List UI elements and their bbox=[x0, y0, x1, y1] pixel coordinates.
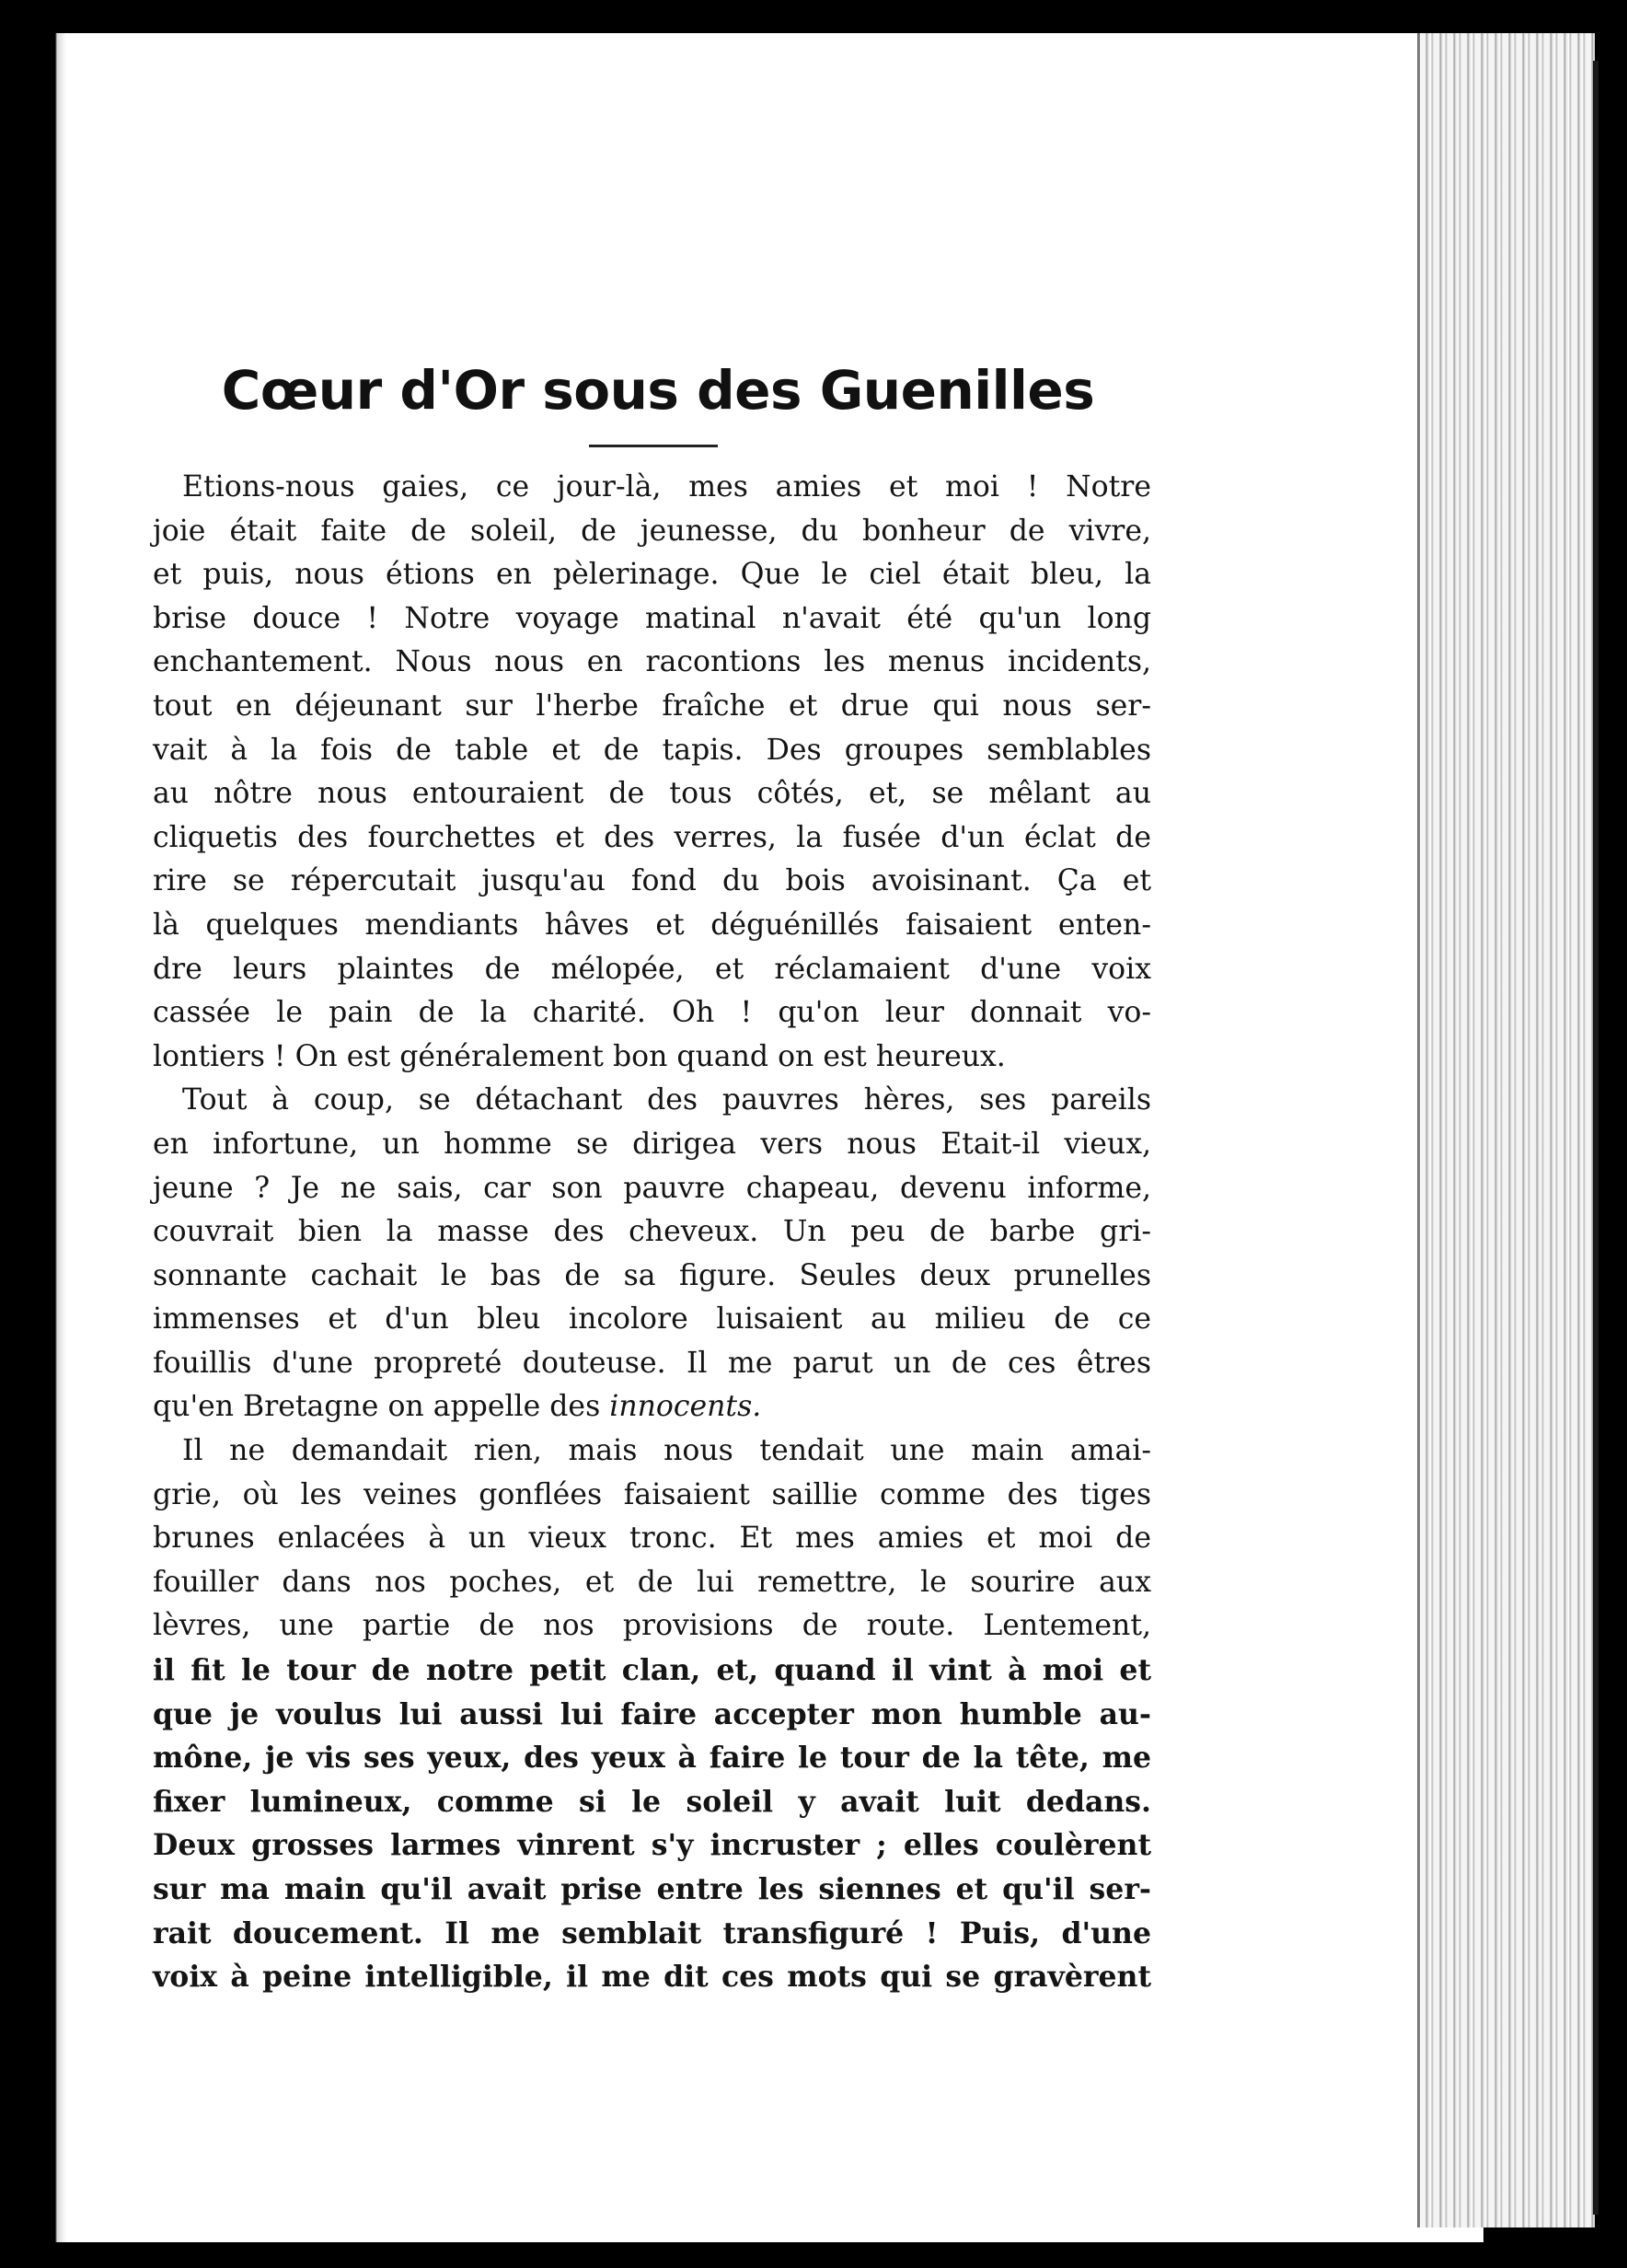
paragraph-line: grie, où les veines gonflées faisaient saillie comme des tiges bbox=[153, 1477, 1151, 1511]
paragraph-line: cassée le pain de la charité. Oh ! qu'on leur donnait vo- bbox=[153, 996, 1151, 1030]
title-rule bbox=[589, 445, 718, 447]
paragraph-line: voix à peine intelligible, il me dit ces mots qui se gravèrent bbox=[153, 1960, 1151, 1995]
paragraph-line: et puis, nous étions en pèlerinage. Que le ciel était bleu, la bbox=[153, 558, 1151, 592]
page-fore-edge bbox=[1417, 33, 1595, 2228]
paragraph-line: enchantement. Nous nous en racontions les menus incidents, bbox=[153, 645, 1151, 679]
paragraph-line: en infortune, un homme se dirigea vers nous Etait-il vieux, bbox=[153, 1127, 1151, 1161]
paragraph-line: fouiller dans nos poches, et de lui remettre, le sourire aux bbox=[153, 1565, 1151, 1599]
paragraph-line: il fit le tour de notre petit clan, et, quand il vint à moi et bbox=[153, 1653, 1151, 1688]
line-text: qu'en Bretagne on appelle des bbox=[153, 1390, 610, 1424]
body-text bbox=[153, 466, 1151, 1999]
paragraph-line: Deux grosses larmes vinrent s'y incruster ; elles coulèrent bbox=[153, 1828, 1151, 1863]
paragraph-line: que je voulus lui aussi lui faire accepter mon humble au- bbox=[153, 1696, 1151, 1731]
paragraph-line: fixer lumineux, comme si le soleil y avait luit dedans. bbox=[153, 1784, 1151, 1819]
paragraph-line: brise douce ! Notre voyage matinal n'avait été qu'un long bbox=[153, 601, 1151, 635]
chapter-title: Cœur d'Or sous des Guenilles bbox=[221, 359, 1095, 422]
paragraph-line: brunes enlacées à un vieux tronc. Et mes amies et moi de bbox=[153, 1522, 1151, 1556]
paragraph-line: cliquetis des fourchettes et des verres, la fusée d'un éclat de bbox=[153, 820, 1151, 854]
paragraph-line: jeune ? Je ne sais, car son pauvre chapeau, devenu informe, bbox=[153, 1171, 1151, 1205]
paragraph-line: joie était faite de soleil, de jeunesse, du bonheur de vivre, bbox=[153, 514, 1151, 548]
binding-edge bbox=[0, 33, 66, 2242]
paragraph-line: tout en déjeunant sur l'herbe fraîche et drue qui nous ser- bbox=[153, 688, 1151, 723]
paragraph-line: mône, je vis ses yeux, des yeux à faire le tour de la tête, me bbox=[153, 1741, 1151, 1776]
paragraph-line: vait à la fois de table et de tapis. Des groupes semblables bbox=[153, 733, 1151, 767]
paragraph-line: sonnante cachait le bas de sa figure. Seules deux prunelles bbox=[153, 1258, 1151, 1292]
paragraph-line: au nôtre nous entouraient de tous côtés, et, se mêlant au bbox=[153, 777, 1151, 811]
paragraph-line: rait doucement. Il me semblait transfiguré ! Puis, d'une bbox=[153, 1915, 1151, 1950]
paragraph-line: Il ne demandait rien, mais nous tendait une main amai- bbox=[182, 1434, 1151, 1468]
paragraph-line: Tout à coup, se détachant des pauvres hères, ses pareils bbox=[182, 1083, 1151, 1117]
paragraph-line: rire se répercutait jusqu'au fond du bois avoisinant. Ça et bbox=[153, 864, 1151, 898]
italic-word: innocents. bbox=[609, 1390, 762, 1424]
paragraph-line: lèvres, une partie de nos provisions de route. Lentement, bbox=[153, 1609, 1151, 1643]
paragraph-line: fouillis d'une propreté douteuse. Il me parut un de ces êtres bbox=[153, 1346, 1151, 1380]
paragraph-line: dre leurs plaintes de mélopée, et réclamaient d'une voix bbox=[153, 952, 1151, 986]
paragraph-line: là quelques mendiants hâves et déguénillés faisaient enten- bbox=[153, 908, 1151, 942]
paragraph-line: Etions-nous gaies, ce jour-là, mes amies et moi ! Notre bbox=[182, 470, 1151, 503]
paragraph-line bbox=[153, 1385, 1151, 1429]
paragraph-line: couvrait bien la masse des cheveux. Un peu de barbe gri- bbox=[153, 1215, 1151, 1249]
paragraph-line: sur ma main qu'il avait prise entre les siennes et qu'il ser- bbox=[153, 1872, 1151, 1906]
paragraph-line: lontiers ! On est généralement bon quand on est heureux. bbox=[153, 1039, 1006, 1073]
paragraph-line: immenses et d'un bleu incolore luisaient au milieu de ce bbox=[153, 1302, 1151, 1336]
